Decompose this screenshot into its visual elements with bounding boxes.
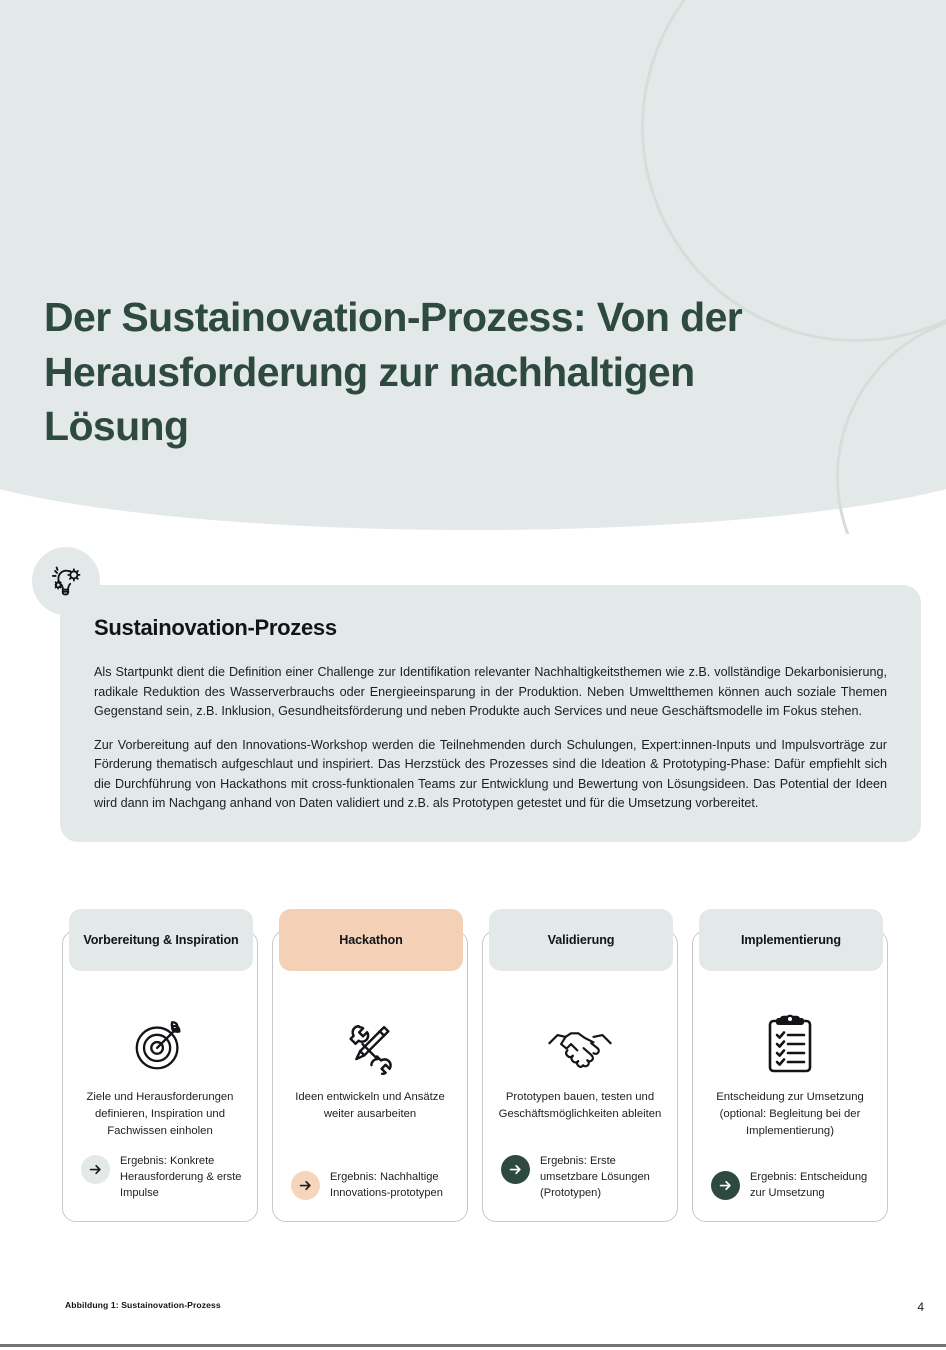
figure-caption: Abbildung 1: Sustainovation-Prozess	[65, 1300, 221, 1310]
lightbulb-gear-icon	[32, 547, 100, 615]
info-card-paragraph-1: Als Startpunkt dient die Definition einer Challenge zur Identifikation relevanter Nachhaltigkeitsthemen wie z.B. vollständige Dekarbonisierung, radikale Reduktion des Wasserverbrauchs oder Energieeinsparung in der Produktion. Neben Umweltthemen können auch soziale Themen Gegenstand sein, z.B. Inklusion, Gesundheitsförderung und neben Produkte auch Services und neue Geschäftsmodelle im Fokus stehen.	[94, 665, 887, 719]
process-card-hackathon[interactable]	[272, 930, 468, 1222]
handshake-icon	[544, 1007, 616, 1083]
info-card	[60, 585, 921, 842]
process-card-result-text: Ergebnis: Nachhaltige Innovations-prototypen	[330, 1170, 443, 1199]
process-card-result	[75, 1153, 245, 1205]
process-card-row	[62, 930, 892, 1222]
arrow-right-icon	[711, 1171, 740, 1200]
target-arrow-icon	[129, 1007, 191, 1083]
info-card-paragraph-2: Zur Vorbereitung auf den Innovations-Workshop werden die Teilnehmenden durch Schulungen, Expert:innen-Inputs und Impulsvorträge zur Förderung thematisch aufgeschlaut und inspiriert. Das Herzstück des Prozesses sind die Ideation & Prototyping-Phase: Dafür empfiehlt sich die Durchführung von Hackathons mit cross-funktionalen Teams zur Entwicklung und Bewertung von Lösungsideen. Das Potential der Ideen wird dann im Nachgang anhand von Daten validiert und z.B. als Prototypen getestet und für die Umsetzung vorbereitet.	[94, 737, 887, 811]
process-card-title: Implementierung	[699, 909, 883, 971]
process-card-description: Prototypen bauen, testen und Geschäftsmöglichkeiten ableiten	[498, 1091, 662, 1120]
arrow-right-icon	[501, 1155, 530, 1184]
process-card-vorbereitung[interactable]	[62, 930, 258, 1222]
arrow-right-icon	[291, 1171, 320, 1200]
process-card-result	[495, 1153, 665, 1205]
process-card-implementierung[interactable]	[692, 930, 888, 1222]
process-card-title: Validierung	[489, 909, 673, 971]
page-number: 4	[917, 1300, 924, 1314]
process-card-result-text: Ergebnis: Entscheidung zur Umsetzung	[750, 1170, 868, 1199]
process-card-result-text: Ergebnis: Konkrete Herausforderung & erste Impulse	[120, 1154, 242, 1199]
header-band	[0, 0, 946, 534]
process-card-result	[285, 1169, 455, 1205]
process-card-title: Hackathon	[279, 909, 463, 971]
process-card-title: Vorbereitung & Inspiration	[69, 909, 253, 971]
process-card-result	[705, 1169, 875, 1205]
wrench-screwdriver-icon	[340, 1007, 400, 1083]
footer-divider	[0, 1344, 946, 1347]
info-card-heading: Sustainovation-Prozess	[94, 615, 337, 640]
arrow-right-icon	[81, 1155, 110, 1184]
page-title: Der Sustainovation-Prozess: Von der Herausforderung zur nachhaltigen Lösung	[44, 294, 743, 450]
clipboard-checklist-icon	[762, 1007, 818, 1083]
process-card-description: Ideen entwickeln und Ansätze weiter ausarbeiten	[295, 1091, 445, 1120]
process-card-result-text: Ergebnis: Erste umsetzbare Lösungen (Prototypen)	[540, 1154, 650, 1199]
process-card-validierung[interactable]	[482, 930, 678, 1222]
process-card-description: Entscheidung zur Umsetzung (optional: Begleitung bei der Implementierung)	[716, 1091, 864, 1137]
process-card-description: Ziele und Herausforderungen definieren, Inspiration und Fachwissen einholen	[86, 1091, 234, 1137]
